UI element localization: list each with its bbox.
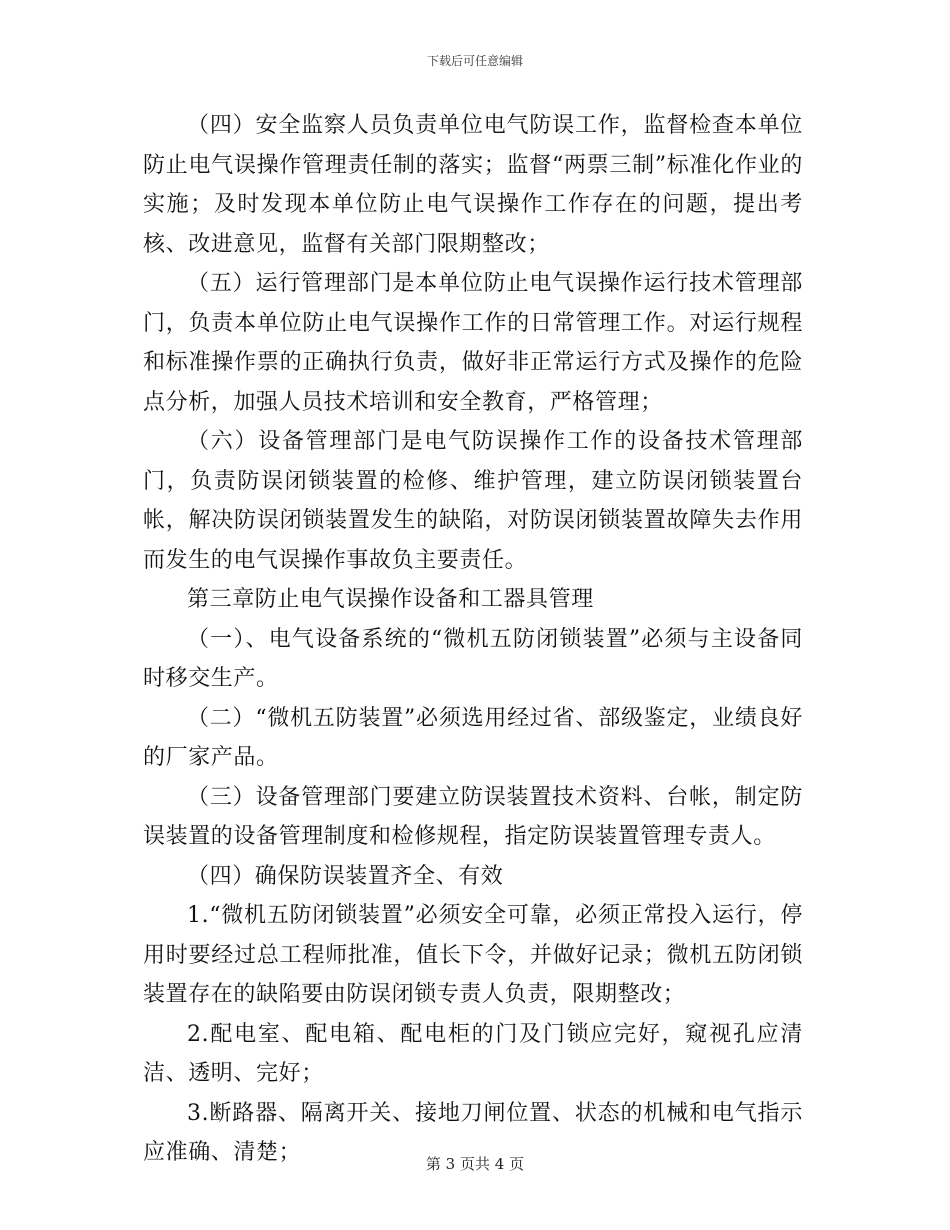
paragraph-subitem-3: 3.断路器、隔离开关、接地刀闸位置、状态的机械和电气指示应准确、清楚； <box>143 1100 803 1165</box>
paragraph-item-2: （二）“微机五防装置”必须选用经过省、部级鉴定，业绩良好的厂家产品。 <box>143 705 803 770</box>
chapter-heading: 第三章防止电气误操作设备和工器具管理 <box>187 587 594 612</box>
page-footer: 第 3 页共 4 页 <box>425 1155 525 1173</box>
paragraph-item-3: （三）设备管理部门要建立防误装置技术资料、台帐，制定防误装置的设备管理制度和检修规程，指定防误装置管理专责人。 <box>143 784 803 849</box>
paragraph-item-4: （四）确保防误装置齐全、有效 <box>187 863 504 889</box>
paragraph-subitem-2: 2.配电室、配电箱、配电柜的门及门锁应完好，窥视孔应清洁、透明、完好； <box>143 1021 803 1086</box>
paragraph-equipment-dept-duty: （六）设备管理部门是电气防误操作工作的设备技术管理部门，负责防误闭锁装置的检修、维护管理，建立防误闭锁装置台帐，解决防误闭锁装置发生的缺陷，对防误闭锁装置故障失去作用而发生的电气误操作事故负主要责任。 <box>143 429 803 573</box>
page-header: 下载后可任意编辑 <box>426 54 523 68</box>
paragraph-supervision-duty: （四）安全监察人员负责单位电气防误工作，监督检查本单位防止电气误操作管理责任制的落实；监督“两票三制”标准化作业的实施；及时发现本单位防止电气误操作工作存在的问题，提出考核、改进意见，监督有关部门限期整改； <box>143 113 803 257</box>
paragraph-operation-dept-duty: （五）运行管理部门是本单位防止电气误操作运行技术管理部门，负责本单位防止电气误操作工作的日常管理工作。对运行规程和标准操作票的正确执行负责，做好非正常运行方式及操作的危险点分析，加强人员技术培训和安全教育，严格管理； <box>143 271 803 415</box>
document-body <box>143 106 803 1173</box>
paragraph-item-1: （一）、电气设备系统的“微机五防闭锁装置”必须与主设备同时移交生产。 <box>143 626 803 691</box>
paragraph-subitem-1: 1.“微机五防闭锁装置”必须安全可靠，必须正常投入运行，停用时要经过总工程师批准，值长下令，并做好记录；微机五防闭锁装置存在的缺陷要由防误闭锁专责人负责，限期整改； <box>143 903 803 1007</box>
